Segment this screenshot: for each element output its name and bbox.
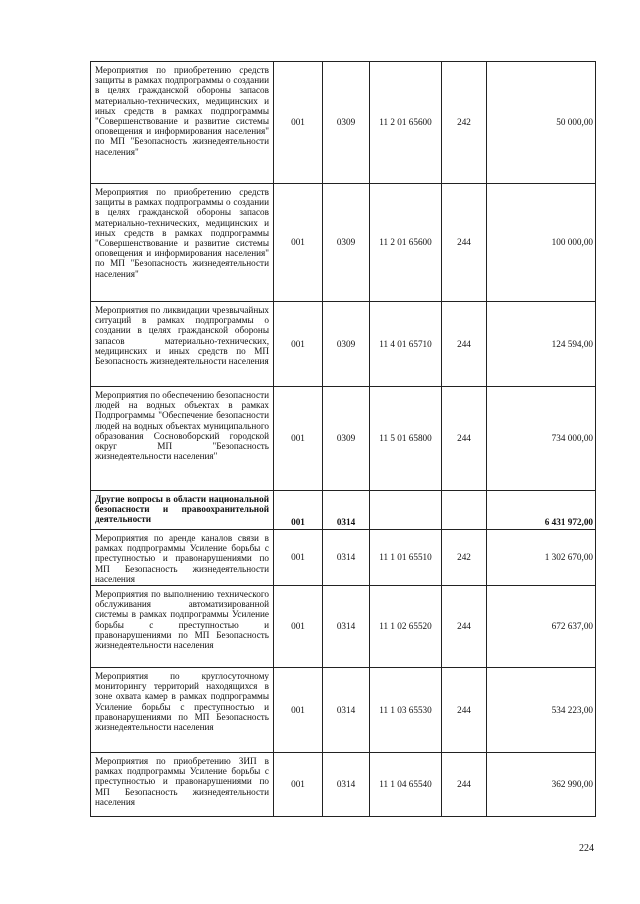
row-amount: 6 431 972,00 xyxy=(487,491,596,530)
row-amount: 734 000,00 xyxy=(487,387,596,491)
row-target-article: 11 2 01 65600 xyxy=(370,184,442,302)
row-target-article: 11 1 03 65530 xyxy=(370,668,442,753)
row-section-code: 0309 xyxy=(323,184,370,302)
table-row xyxy=(91,753,596,817)
row-description: Мероприятия по круглосуточному мониторингу территорий находящихся в зоне охвата камер в рамках подпрограммы Усиление борьбы с преступностью и правонарушениями по МП Безопасность жизнедеятельности населения xyxy=(91,668,274,753)
row-ministry-code: 001 xyxy=(274,753,323,817)
row-description: Мероприятия по приобретению средств защиты в рамках подпрограммы о создании в целях гражданской обороны запасов материально-технических, медицинских и иных средств в рамках подпрограммы "Совершенствование и развитие системы оповещения и информирования населения" по МП "Безопасность жизнедеятельности населения" xyxy=(91,184,274,302)
row-description: Мероприятия по обеспечению безопасности людей на водных объектах в рамках Подпрограммы "Обеспечение безопасности людей на водных объектах муниципального образования Сосновоборский городской округ МП "Безопасность жизнедеятельности населения" xyxy=(91,387,274,491)
budget-table xyxy=(90,61,596,817)
row-section-code: 0314 xyxy=(323,530,370,586)
row-amount: 672 637,00 xyxy=(487,586,596,668)
row-expense-type: 242 xyxy=(442,530,487,586)
row-description: Мероприятия по ликвидации чрезвычайных ситуаций в рамках подпрограммы о создании в целях гражданской обороны запасов материально-технических, медицинских и иных средств по МП Безопасность жизнедеятельности населения xyxy=(91,302,274,387)
row-amount: 124 594,00 xyxy=(487,302,596,387)
budget-table-body xyxy=(91,62,596,817)
row-amount: 362 990,00 xyxy=(487,753,596,817)
row-section-code: 0314 xyxy=(323,753,370,817)
row-expense-type: 244 xyxy=(442,387,487,491)
row-expense-type: 244 xyxy=(442,586,487,668)
row-target-article: 11 4 01 65710 xyxy=(370,302,442,387)
table-row xyxy=(91,387,596,491)
row-ministry-code: 001 xyxy=(274,668,323,753)
row-ministry-code: 001 xyxy=(274,586,323,668)
row-target-article: 11 1 04 65540 xyxy=(370,753,442,817)
row-ministry-code: 001 xyxy=(274,62,323,184)
row-target-article xyxy=(370,491,442,530)
row-section-code: 0314 xyxy=(323,491,370,530)
row-target-article: 11 2 01 65600 xyxy=(370,62,442,184)
row-ministry-code: 001 xyxy=(274,184,323,302)
row-amount: 100 000,00 xyxy=(487,184,596,302)
row-description: Мероприятия по приобретению средств защиты в рамках подпрограммы о создании в целях гражданской обороны запасов материально-технических, медицинских и иных средств в рамках подпрограммы "Совершенствование и развитие системы оповещения и информирования населения" по МП "Безопасность жизнедеятельности населения" xyxy=(91,62,274,184)
row-expense-type: 244 xyxy=(442,302,487,387)
row-ministry-code: 001 xyxy=(274,491,323,530)
page-number: 224 xyxy=(579,843,594,854)
row-section-code: 0309 xyxy=(323,302,370,387)
row-ministry-code: 001 xyxy=(274,387,323,491)
row-description: Мероприятия по аренде каналов связи в рамках подпрограммы Усиление борьбы с преступностью и правонарушениями по МП Безопасность жизнедеятельности населения xyxy=(91,530,274,586)
table-subtotal-row xyxy=(91,491,596,530)
row-expense-type: 244 xyxy=(442,184,487,302)
row-description: Мероприятия по приобретению ЗИП в рамках подпрограммы Усиление борьбы с преступностью и правонарушениями по МП Безопасность жизнедеятельности населения xyxy=(91,753,274,817)
row-section-code: 0314 xyxy=(323,668,370,753)
row-amount: 534 223,00 xyxy=(487,668,596,753)
row-description: Мероприятия по выполнению технического обслуживания автоматизированной системы в рамках подпрограммы Усиление борьбы с преступностью и правонарушениями по МП Безопасность жизнедеятельности населения xyxy=(91,586,274,668)
row-ministry-code: 001 xyxy=(274,302,323,387)
table-row xyxy=(91,184,596,302)
table-row xyxy=(91,530,596,586)
row-section-code: 0314 xyxy=(323,586,370,668)
row-expense-type: 244 xyxy=(442,668,487,753)
row-target-article: 11 1 01 65510 xyxy=(370,530,442,586)
row-target-article: 11 1 02 65520 xyxy=(370,586,442,668)
row-expense-type xyxy=(442,491,487,530)
row-expense-type: 244 xyxy=(442,753,487,817)
row-ministry-code: 001 xyxy=(274,530,323,586)
row-section-code: 0309 xyxy=(323,387,370,491)
row-expense-type: 242 xyxy=(442,62,487,184)
table-row xyxy=(91,302,596,387)
row-description: Другие вопросы в области национальной безопасности и правоохранительной деятельности xyxy=(91,491,274,530)
row-section-code: 0309 xyxy=(323,62,370,184)
table-row xyxy=(91,668,596,753)
row-target-article: 11 5 01 65800 xyxy=(370,387,442,491)
row-amount: 1 302 670,00 xyxy=(487,530,596,586)
table-row xyxy=(91,586,596,668)
table-row xyxy=(91,62,596,184)
row-amount: 50 000,00 xyxy=(487,62,596,184)
